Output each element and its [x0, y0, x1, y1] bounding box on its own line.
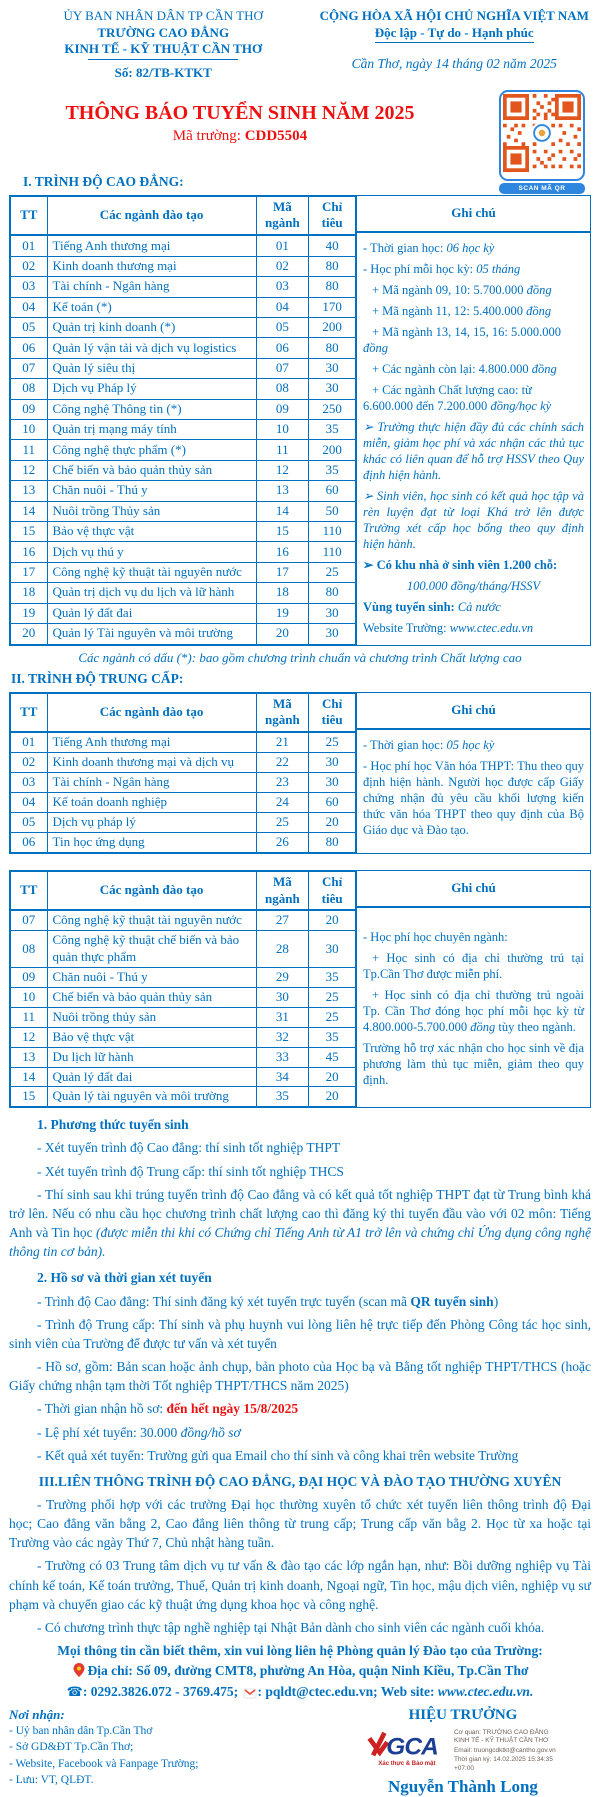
cell-name: Tài chính - Ngân hàng — [47, 277, 256, 297]
cell-quota: 20 — [309, 1087, 356, 1107]
cell-quota: 200 — [309, 317, 356, 337]
qr-code — [499, 90, 585, 194]
cell-name: Du lịch lữ hành — [47, 1047, 256, 1067]
table-row — [11, 256, 356, 276]
cell-quota: 40 — [309, 235, 356, 256]
paragraph: + Học sinh có địa chỉ thường trú ngoài Tp. Cần Thơ đóng học phí mỗi học kỳ từ 4.800.000-5.700.000 đồng tùy theo ngành. — [363, 987, 584, 1034]
recipients-block — [9, 1707, 335, 1797]
paragraph: + Mã ngành 11, 12: 5.400.000 đồng — [372, 303, 552, 318]
cell-name: Dịch vụ thú y — [47, 542, 256, 562]
cell-name: Quản trị dịch vụ du lịch và lữ hành — [47, 583, 256, 603]
paragraph: ➢ Có khu nhà ở sinh viên 1.200 chỗ: — [363, 557, 558, 572]
cell-quota: 30 — [309, 773, 356, 793]
org-name-line1: TRƯỜNG CAO ĐẲNG — [97, 24, 230, 40]
paragraph: - Hồ sơ, gồm: Bản scan hoặc ảnh chụp, bản photo của Học bạ và Bằng tốt nghiệp THPT/THCS (hoặc Giấy chứng nhận tạm thời Tốt nghiệp THPT/THCS năm 2025) — [9, 1359, 591, 1394]
table-row — [11, 419, 356, 439]
section-1-heading: I. TRÌNH ĐỘ CAO ĐẲNG: — [23, 173, 184, 189]
table-row — [11, 358, 356, 378]
paragraph: - Lệ phí xét tuyển: 30.000 đồng/hồ sơ — [37, 1424, 241, 1440]
cell-code: 35 — [256, 1087, 309, 1107]
cell-tt: 18 — [11, 583, 48, 603]
cell-quota: 250 — [309, 399, 356, 419]
table-row — [11, 773, 356, 793]
table-row — [11, 521, 356, 541]
school-code-value: CDD5504 — [244, 127, 308, 144]
cell-tt: 12 — [11, 1027, 48, 1047]
cell-name: Tiếng Anh thương mại — [47, 235, 256, 256]
place-date: Cần Thơ, ngày 14 tháng 02 năm 2025 — [351, 56, 557, 72]
cell-name: Quản lý Tài nguyên và môi trường — [47, 624, 256, 644]
signature-block — [335, 1707, 591, 1797]
qr-image — [499, 90, 585, 181]
cell-name: Quản lý vận tải và dịch vụ logistics — [47, 338, 256, 358]
cell-tt: 08 — [11, 931, 48, 968]
table-row — [11, 481, 356, 501]
cell-quota: 20 — [309, 812, 356, 832]
cell-tt: 13 — [11, 481, 48, 501]
paragraph: - Trình độ Cao đẳng: Thí sinh đăng ký xét tuyển trực tuyến (scan mã QR tuyển sinh) — [37, 1293, 499, 1309]
recipients-list — [9, 1724, 335, 1789]
org-parent: ỦY BAN NHÂN DÂN TP CẦN THƠ — [63, 8, 263, 23]
cell-tt: 10 — [11, 987, 48, 1007]
cell-name: Bảo vệ thực vật — [47, 521, 256, 541]
cell-name: Công nghệ kỹ thuật tài nguyên nước — [47, 562, 256, 582]
contact-phone: : 0292.3826.072 - 3769.475; — [82, 1684, 242, 1700]
contact-address-line — [9, 1661, 591, 1683]
table-row — [11, 987, 356, 1007]
cell-tt: 13 — [11, 1047, 48, 1067]
cell-tt: 05 — [11, 317, 48, 337]
paragraph: - Uỷ ban nhân dân Tp.Cần Thơ — [9, 1724, 153, 1737]
paragraph: Website Trường: www.ctec.edu.vn — [363, 620, 534, 635]
col-header-tt: TT — [11, 871, 48, 910]
paragraph: - Website, Facebook và Fanpage Trường; — [9, 1757, 199, 1770]
cell-code: 10 — [256, 419, 309, 439]
cell-code: 28 — [256, 931, 309, 968]
cell-name: Công nghệ Thông tin (*) — [47, 399, 256, 419]
table-row — [11, 812, 356, 832]
cell-name: Quản lý đất đai — [47, 603, 256, 623]
cell-tt: 20 — [11, 624, 48, 644]
col-header-code: Mã ngành — [256, 871, 309, 910]
cell-quota: 80 — [309, 277, 356, 297]
table-row — [11, 910, 356, 930]
cell-tt: 02 — [11, 256, 48, 276]
cell-name: Nuôi trồng Thủy sản — [47, 501, 256, 521]
email-icon — [244, 1684, 256, 1704]
cell-tt: 06 — [11, 338, 48, 358]
org-divider — [88, 59, 238, 60]
cell-code: 19 — [256, 603, 309, 623]
paragraph: - Trình độ Trung cấp: Thí sinh và phụ huynh vui lòng liên hệ trực tiếp đến Phòng Công tác học sinh, sinh viên của Trường để được tư vấn và xét tuyển — [9, 1316, 591, 1351]
cell-quota: 20 — [309, 1067, 356, 1087]
cell-name: Tiếng Anh thương mại — [47, 732, 256, 752]
cell-code: 13 — [256, 481, 309, 501]
cell-code: 26 — [256, 832, 309, 852]
cell-quota: 60 — [309, 792, 356, 812]
cell-tt: 03 — [11, 277, 48, 297]
cell-tt: 11 — [11, 1007, 48, 1027]
cell-quota: 30 — [309, 753, 356, 773]
paragraph: ➢ Trường thực hiện đầy đủ các chính sách miễn, giảm học phí và xác nhận các thủ tục khác có liên quan để hỗ trợ HSSV theo Quy định hiện hành. — [363, 419, 584, 482]
table-row — [11, 583, 356, 603]
paragraph: - Xét tuyển trình độ Cao đẳng: thí sinh tốt nghiệp THPT — [37, 1140, 341, 1156]
cell-quota: 80 — [309, 256, 356, 276]
cell-quota: 30 — [309, 379, 356, 399]
doc-number: Số: 82/TB-KTKT — [114, 64, 212, 80]
cell-tt: 19 — [11, 603, 48, 623]
gca-logo — [364, 1729, 450, 1767]
section-2-heading: II. TRÌNH ĐỘ TRUNG CẤP: — [11, 670, 184, 686]
paragraph: - Kết quả xét tuyển: Trường gửi qua Email cho thí sinh và công khai trên website Trường — [37, 1447, 519, 1463]
cell-name: Kinh doanh thương mại và dịch vụ — [47, 753, 256, 773]
table-row — [11, 603, 356, 623]
cell-code: 25 — [256, 812, 309, 832]
cell-name: Tin học ứng dụng — [47, 832, 256, 852]
cell-tt: 16 — [11, 542, 48, 562]
cell-quota: 30 — [309, 931, 356, 968]
gca-logo-caption: Xác thực & Bảo mật — [378, 1760, 436, 1767]
table-row — [11, 624, 356, 644]
cell-quota: 170 — [309, 297, 356, 317]
cell-tt: 08 — [11, 379, 48, 399]
cell-name: Chăn nuôi - Thú y — [47, 481, 256, 501]
paragraph: - Lưu: VT, QLĐT. — [9, 1774, 94, 1787]
cell-tt: 07 — [11, 910, 48, 930]
table-row — [11, 542, 356, 562]
table-row — [11, 968, 356, 988]
paragraph: - Trường phối hợp với các trường Đại học thường xuyên tổ chức xét tuyển liên thông trình độ Đại học; Cao đẳng văn bằng 2, Cao đẳng liên thông từ trung cấp; Trung cấp văn bằg 2. Học từ xa hoặc tại Trường vào các ngày Thứ 7, Chủ nhật hàng tuần. — [9, 1496, 591, 1551]
cell-quota: 25 — [309, 732, 356, 752]
cell-name: Kế toán doanh nghiệp — [47, 792, 256, 812]
table-row — [11, 338, 356, 358]
col-header-tt: TT — [11, 196, 48, 235]
col-header-code: Mã ngành — [256, 196, 309, 235]
contact-block — [9, 1641, 591, 1704]
cell-code: 29 — [256, 968, 309, 988]
cell-code: 22 — [256, 753, 309, 773]
digital-signature-stamp — [335, 1729, 591, 1774]
cell-code: 02 — [256, 256, 309, 276]
paragraph: - Sở GD&ĐT Tp.Cần Thơ; — [9, 1741, 134, 1754]
table-row — [11, 562, 356, 582]
issuing-org-block — [9, 8, 317, 82]
cell-code: 20 — [256, 624, 309, 644]
cell-quota: 30 — [309, 624, 356, 644]
trung-cap-table-1 — [9, 692, 591, 854]
phone-icon: ☎ — [66, 1685, 83, 1701]
trung-cap-1-notes — [357, 730, 590, 853]
cell-code: 33 — [256, 1047, 309, 1067]
paragraph: + Học sinh có địa chỉ thường trú tại Tp.Cần Thơ được miễn phí. — [363, 950, 584, 981]
table-header-row — [11, 871, 356, 910]
table-row — [11, 297, 356, 317]
col-header-quota: Chỉ tiêu — [309, 693, 356, 732]
document-footer — [9, 1707, 591, 1797]
cell-tt: 06 — [11, 832, 48, 852]
body-sections — [9, 1115, 591, 1637]
cao-dang-notes — [357, 233, 590, 645]
cao-dang-footnote: Các ngành có dấu (*): bao gồm chương trình chuẩn và chương trình Chất lượng cao — [78, 649, 522, 665]
table-row — [11, 753, 356, 773]
paragraph: Trường hỗ trợ xác nhận cho học sinh về địa phương làm thủ tục miễn, giảm theo quy định. — [363, 1040, 584, 1087]
cell-tt: 02 — [11, 753, 48, 773]
paragraph: + Mã ngành 13, 14, 15, 16: 5.000.000 đồng — [363, 324, 561, 355]
contact-intro: Mọi thông tin cần biết thêm, xin vui lòng liên hệ Phòng quản lý Đào tạo của Trường: — [57, 1643, 543, 1659]
paragraph: + Các ngành Chất lượng cao: từ 6.600.000 đến 7.200.000 đồng/học kỳ — [363, 382, 552, 413]
cell-name: Quản lý siêu thị — [47, 358, 256, 378]
cao-dang-table — [9, 195, 591, 646]
cell-code: 06 — [256, 338, 309, 358]
paragraph: Email: truongcdktkt@cantho.gov.vn — [453, 1746, 556, 1754]
cell-code: 17 — [256, 562, 309, 582]
trung-cap-2-notes — [357, 908, 590, 1108]
cell-name: Quản trị mạng máy tính — [47, 419, 256, 439]
cell-quota: 80 — [309, 832, 356, 852]
motto-line1: CỘNG HÒA XÃ HỘI CHỦ NGHĨA VIỆT NAM — [319, 8, 589, 23]
col-header-note: Ghi chú — [357, 693, 590, 730]
cell-code: 34 — [256, 1067, 309, 1087]
paragraph: III.LIÊN THÔNG TRÌNH ĐỘ CAO ĐẲNG, ĐẠI HỌC VÀ ĐÀO TẠO THƯỜNG XUYÊN — [38, 1473, 562, 1489]
table-row — [11, 792, 356, 812]
trung-cap-table-2 — [9, 870, 591, 1109]
cell-tt: 01 — [11, 732, 48, 752]
table-row — [11, 1007, 356, 1027]
paragraph: - Có chương trình thực tập nghề nghiệp tại Nhật Bản dành cho sinh viên các ngành cuối khóa. — [37, 1619, 545, 1635]
qr-pattern-icon — [503, 94, 581, 172]
cell-code: 04 — [256, 297, 309, 317]
cell-code: 12 — [256, 460, 309, 480]
location-pin-icon — [73, 1663, 85, 1683]
cell-quota: 200 — [309, 440, 356, 460]
paragraph: - Thí sinh sau khi trúng tuyển trình độ Cao đẳng và có kết quả tốt nghiệp THPT đạt từ Trung bình khá trở lên. Nếu có nhu cầu học chương trình chất lượng cao thì đăng ký thi tuyển đầu vào với 02 môn: Tiếng Anh và Tin học (được miễn thi khi có Chứng chỉ Tiếng Anh từ A1 trở lên và chứng chỉ Ứng dụng công nghệ thông tin cơ bản). — [9, 1186, 591, 1260]
table-row — [11, 732, 356, 752]
paragraph: - Trường có 03 Trung tâm dịch vụ tư vấn & đào tạo các lớp ngắn hạn, như: Bồi dưỡng nghiệp vụ Tài chính kế toán, Kế toán trưởng, Thuế, Quản trị kinh doanh, Ngoại ngữ, Tin học, mậu dịch viên, nghiệp vụ sư phạm và chuyển giao các kỹ thuật ứng dụng khoa học và công nghệ. — [9, 1558, 591, 1612]
cell-code: 15 — [256, 521, 309, 541]
signature-info — [454, 1729, 562, 1774]
cell-code: 16 — [256, 542, 309, 562]
contact-phone-line — [9, 1682, 591, 1704]
paragraph: - Học phí mỗi học kỳ: 05 tháng — [363, 261, 521, 276]
cell-quota: 35 — [309, 419, 356, 439]
cell-tt: 09 — [11, 968, 48, 988]
cell-code: 14 — [256, 501, 309, 521]
cell-code: 01 — [256, 235, 309, 256]
page-title: THÔNG BÁO TUYỂN SINH NĂM 2025 — [65, 101, 415, 124]
cell-name: Chế biến và bảo quản thủy sản — [47, 460, 256, 480]
cell-tt: 10 — [11, 419, 48, 439]
cell-code: 07 — [256, 358, 309, 378]
contact-email: : pqldt@ctec.edu.vn; — [257, 1684, 381, 1700]
paragraph: - Thời gian học: 06 học kỳ — [363, 240, 495, 255]
cell-name: Kế toán (*) — [47, 297, 256, 317]
cell-tt: 14 — [11, 1067, 48, 1087]
cell-tt: 03 — [11, 773, 48, 793]
table-row — [11, 379, 356, 399]
contact-web-label: Web site: — [380, 1684, 438, 1700]
svg-text:GCA: GCA — [386, 1733, 438, 1761]
cell-code: 18 — [256, 583, 309, 603]
cell-quota: 20 — [309, 910, 356, 930]
cell-code: 24 — [256, 792, 309, 812]
col-header-code: Mã ngành — [256, 693, 309, 732]
cell-code: 32 — [256, 1027, 309, 1047]
cell-quota: 35 — [309, 968, 356, 988]
table-row — [11, 317, 356, 337]
table-row — [11, 440, 356, 460]
trung-cap-2-notes-panel — [356, 871, 590, 1108]
table-row — [11, 1087, 356, 1107]
signer-title: HIỆU TRƯỞNG — [408, 1706, 518, 1723]
cell-quota: 110 — [309, 521, 356, 541]
table-gap — [9, 854, 591, 870]
paragraph: - Thời gian nhận hồ sơ: đến hết ngày 15/8/2025 — [37, 1401, 299, 1417]
cell-code: 08 — [256, 379, 309, 399]
school-code — [9, 128, 471, 145]
table-row — [11, 235, 356, 256]
table-header-row — [11, 196, 356, 235]
cell-quota: 25 — [309, 987, 356, 1007]
paragraph: - Học phí học chuyên ngành: — [363, 929, 508, 944]
cell-name: Công nghệ kỹ thuật chế biến và bảo quản thực phẩm — [47, 931, 256, 968]
contact-website[interactable]: www.ctec.edu.vn. — [437, 1684, 534, 1700]
cell-code: 21 — [256, 732, 309, 752]
recipients-title: Nơi nhận: — [9, 1706, 65, 1722]
table-row — [11, 1027, 356, 1047]
cell-quota: 80 — [309, 338, 356, 358]
school-code-label: Mã trường: — [172, 127, 245, 144]
cell-code: 03 — [256, 277, 309, 297]
cell-tt: 12 — [11, 460, 48, 480]
table-row — [11, 832, 356, 852]
cell-name: Chế biến và bảo quản thủy sản — [47, 987, 256, 1007]
cell-tt: 11 — [11, 440, 48, 460]
cell-quota: 50 — [309, 501, 356, 521]
paragraph: 2. Hồ sơ và thời gian xét tuyển — [37, 1270, 212, 1286]
paragraph: 1. Phương thức tuyển sinh — [37, 1117, 189, 1133]
cell-code: 27 — [256, 910, 309, 930]
paragraph: + Mã ngành 09, 10: 5.700.000 đồng — [372, 282, 552, 297]
gca-logo-icon — [364, 1729, 450, 1761]
table-row — [11, 1067, 356, 1087]
table-row — [11, 931, 356, 968]
cell-name: Dịch vụ pháp lý — [47, 812, 256, 832]
paragraph: ➢ Sinh viên, học sinh có kết quả học tập và rèn luyện đạt từ loại Khá trở lên được Trường xét cấp học bổng theo quy định hiện hành. — [363, 488, 584, 551]
cell-name: Quản lý tài nguyên và môi trường — [47, 1087, 256, 1107]
cell-tt: 14 — [11, 501, 48, 521]
cell-name: Quản trị kinh doanh (*) — [47, 317, 256, 337]
cell-tt: 15 — [11, 521, 48, 541]
col-header-note: Ghi chú — [357, 871, 590, 908]
table-row — [11, 501, 356, 521]
paragraph: - Xét tuyển trình độ Trung cấp: thí sinh tốt nghiệp THCS — [37, 1163, 344, 1179]
cell-name: Kinh doanh thương mại — [47, 256, 256, 276]
qr-caption: SCAN MÃ QR — [499, 183, 585, 194]
cell-quota: 25 — [309, 1007, 356, 1027]
col-header-name: Các ngành đào tạo — [47, 871, 256, 910]
cell-tt: 04 — [11, 297, 48, 317]
table-row — [11, 1047, 356, 1067]
cell-tt: 04 — [11, 792, 48, 812]
paragraph: + Các ngành còn lại: 4.800.000 đồng — [372, 361, 557, 376]
paragraph: Cơ quan: TRƯỜNG CAO ĐẲNG KINH TẾ - KỸ THUẬT CẦN THƠ — [453, 1728, 549, 1745]
cell-quota: 30 — [309, 358, 356, 378]
cell-tt: 05 — [11, 812, 48, 832]
cell-code: 11 — [256, 440, 309, 460]
national-motto-block — [317, 8, 591, 82]
cell-name: Tài chính - Ngân hàng — [47, 773, 256, 793]
table-row — [11, 399, 356, 419]
cell-name: Nuôi trồng thủy sản — [47, 1007, 256, 1027]
col-header-note: Ghi chú — [357, 196, 590, 233]
table-header-row — [11, 693, 356, 732]
trung-cap-1-left-table — [10, 693, 356, 853]
cell-name: Quản lý đất đai — [47, 1067, 256, 1087]
cell-name: Bảo vệ thực vật — [47, 1027, 256, 1047]
cell-name: Công nghệ thực phẩm (*) — [47, 440, 256, 460]
motto-line2: Độc lập - Tự do - Hạnh phúc — [375, 25, 534, 44]
trung-cap-1-notes-panel — [356, 693, 590, 853]
document-header — [9, 8, 591, 82]
cell-name: Chăn nuôi - Thú y — [47, 968, 256, 988]
cell-name: Dịch vụ Pháp lý — [47, 379, 256, 399]
org-name-line2: KINH TẾ - KỸ THUẬT CẦN THƠ — [64, 41, 263, 57]
cell-quota: 80 — [309, 583, 356, 603]
cell-tt: 01 — [11, 235, 48, 256]
cell-code: 30 — [256, 987, 309, 1007]
cell-quota: 110 — [309, 542, 356, 562]
cell-tt: 17 — [11, 562, 48, 582]
paragraph: 100.000 đồng/tháng/HSSV — [406, 578, 541, 593]
cell-tt: 07 — [11, 358, 48, 378]
cell-code: 05 — [256, 317, 309, 337]
cell-quota: 60 — [309, 481, 356, 501]
col-header-tt: TT — [11, 693, 48, 732]
cell-quota: 35 — [309, 1027, 356, 1047]
cell-name: Công nghệ kỹ thuật tài nguyên nước — [47, 910, 256, 930]
cell-code: 09 — [256, 399, 309, 419]
col-header-name: Các ngành đào tạo — [47, 196, 256, 235]
paragraph: Vùng tuyển sinh: Cả nước — [363, 599, 501, 614]
cao-dang-left-table — [10, 196, 356, 645]
cell-quota: 45 — [309, 1047, 356, 1067]
cell-tt: 15 — [11, 1087, 48, 1107]
table-row — [11, 277, 356, 297]
paragraph: - Thời gian học: 05 học kỳ — [363, 737, 495, 752]
cell-quota: 30 — [309, 603, 356, 623]
col-header-quota: Chỉ tiêu — [309, 871, 356, 910]
cell-quota: 25 — [309, 562, 356, 582]
cell-quota: 35 — [309, 460, 356, 480]
table-row — [11, 460, 356, 480]
contact-address: Địa chỉ: Số 09, đường CMT8, phường An Hòa, quận Ninh Kiều, Tp.Cần Thơ — [87, 1662, 529, 1678]
cao-dang-notes-panel — [356, 196, 590, 645]
cell-code: 23 — [256, 773, 309, 793]
paragraph: Thời gian ký: 14.02.2025 15:34:35 +07:00 — [453, 1756, 553, 1772]
paragraph: - Học phí học Văn hóa THPT: Thu theo quy định hiện hành. Người học được cấp Giấy chứng nhận đủ yêu cầu khối lượng kiến thức văn hóa THPT theo quy định của Bộ Giáo dục và Đào tạo. — [363, 758, 584, 837]
signer-name: Nguyễn Thành Long — [387, 1776, 538, 1796]
cell-tt: 09 — [11, 399, 48, 419]
trung-cap-2-left-table — [10, 871, 356, 1108]
col-header-quota: Chỉ tiêu — [309, 196, 356, 235]
cell-code: 31 — [256, 1007, 309, 1027]
col-header-name: Các ngành đào tạo — [47, 693, 256, 732]
